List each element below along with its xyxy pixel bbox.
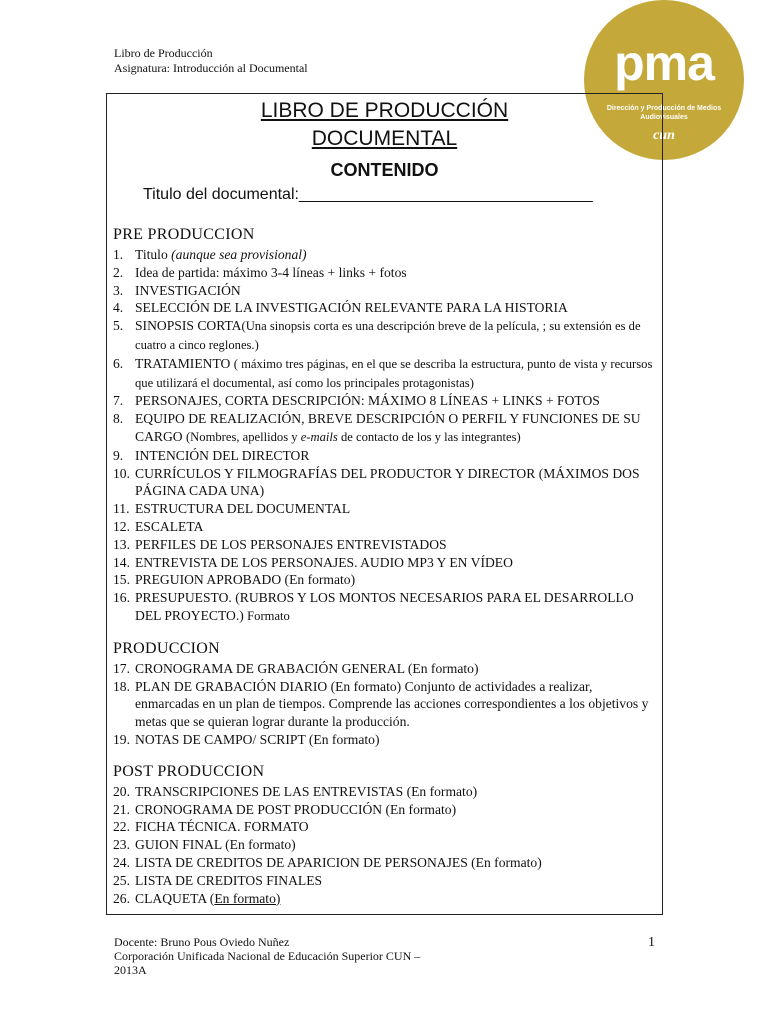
- section-post-produccion: POST PRODUCCION: [113, 762, 265, 780]
- doc-title-line-2: DOCUMENTAL: [311, 127, 458, 150]
- logo-brand: cun: [653, 128, 675, 143]
- list-item: 20. TRANSCRIPCIONES DE LAS ENTREVISTAS (En formato): [113, 783, 478, 799]
- footer-teacher: Docente: Bruno Pous Oviedo Nuñez: [114, 935, 290, 949]
- list-item: 26. CLAQUETA (En formato): [113, 890, 281, 906]
- list-item: 21. CRONOGRAMA DE POST PRODUCCIÓN (En formato): [113, 801, 457, 817]
- titulo-documental-field: Titulo del documental:_________________________________: [143, 186, 593, 203]
- list-item: 17. CRONOGRAMA DE GRABACIÓN GENERAL (En formato): [113, 660, 479, 676]
- list-item: 3. INVESTIGACIÓN: [113, 282, 241, 298]
- list-item: 23. GUION FINAL (En formato): [113, 837, 296, 853]
- list-item: 24. LISTA DE CREDITOS DE APARICION DE PERSONAJES (En formato): [113, 854, 542, 870]
- list-item: 15. PREGUION APROBADO (En formato): [113, 572, 356, 588]
- doc-title-line-1: LIBRO DE PRODUCCIÓN: [260, 99, 509, 122]
- list-item: 11. ESTRUCTURA DEL DOCUMENTAL: [113, 501, 351, 517]
- list-item: 25. LISTA DE CREDITOS FINALES: [113, 872, 323, 888]
- list-item: 14. ENTREVISTA DE LOS PERSONAJES. AUDIO MP3 Y EN VÍDEO: [113, 554, 513, 570]
- list-item: 8. EQUIPO DE REALIZACIÓN, BREVE DESCRIPCIÓN O PERFIL Y FUNCIONES DE SU CARGO (Nombres, apellidos y e-mails de contacto de los y las integrantes): [113, 411, 641, 444]
- list-item: 22. FICHA TÉCNICA. FORMATO: [113, 819, 309, 835]
- list-item: 1. Titulo (aunque sea provisional): [113, 247, 307, 262]
- section-pre-produccion: PRE PRODUCCION: [113, 226, 255, 243]
- list-item: 6. TRATAMIENTO ( máximo tres páginas, en el que se describa la estructura, punto de vista y recursos que utilizará el documental, así como los principales protagonistas): [113, 355, 653, 390]
- header-line-1: Libro de Producción: [114, 46, 213, 60]
- list-item: 10. CURRÍCULOS Y FILMOGRAFÍAS DEL PRODUCTOR Y DIRECTOR (MÁXIMOS DOS PÁGINA CADA UNA): [113, 465, 640, 499]
- doc-subtitle: CONTENIDO: [330, 160, 439, 180]
- content-frame: [106, 93, 663, 915]
- list-item: 12. ESCALETA: [113, 518, 204, 534]
- list-item: 5. SINOPSIS CORTA(Una sinopsis corta es una descripción breve de la película, ; su extensión es de cuatro a cinco reglones.): [113, 318, 641, 352]
- logo-subtitle: Dirección y Producción de Medios Audiovisuales: [606, 105, 722, 121]
- list-item: 4. SELECCIÓN DE LA INVESTIGACIÓN RELEVANTE PARA LA HISTORIA: [113, 300, 568, 316]
- list-item: 7. PERSONAJES, CORTA DESCRIPCIÓN: MÁXIMO 8 LÍNEAS + LINKS + FOTOS: [113, 393, 600, 409]
- page-header: [114, 46, 308, 76]
- page-footer: [114, 935, 444, 977]
- page-number: 1: [648, 935, 655, 950]
- list-item: 16. PRESUPUESTO. (RUBROS Y LOS MONTOS NECESARIOS PARA EL DESARROLLO DEL PROYECTO.) Formato: [113, 590, 634, 623]
- logo-mark: pma: [614, 35, 714, 91]
- list-item: 9. INTENCIÓN DEL DIRECTOR: [113, 447, 310, 463]
- list-item: 13. PERFILES DE LOS PERSONAJES ENTREVISTADOS: [113, 536, 447, 552]
- section-produccion: PRODUCCION: [113, 639, 221, 657]
- contents-list: [113, 224, 653, 907]
- list-item: 19. NOTAS DE CAMPO/ SCRIPT (En formato): [113, 731, 380, 747]
- footer-institution: Corporación Unificada Nacional de Educación Superior CUN – 2013A: [114, 949, 421, 977]
- list-item: 18. PLAN DE GRABACIÓN DIARIO (En formato) Conjunto de actividades a realizar, enmarcadas en un plan de tiempos. Comprende las acciones correspondientes a los objetivos y metas que se quieran lograr durante la producción.: [113, 678, 649, 730]
- list-item: 2. Idea de partida: máximo 3-4 líneas + links + fotos: [113, 264, 407, 280]
- header-line-2: Asignatura: Introducción al Documental: [114, 61, 308, 75]
